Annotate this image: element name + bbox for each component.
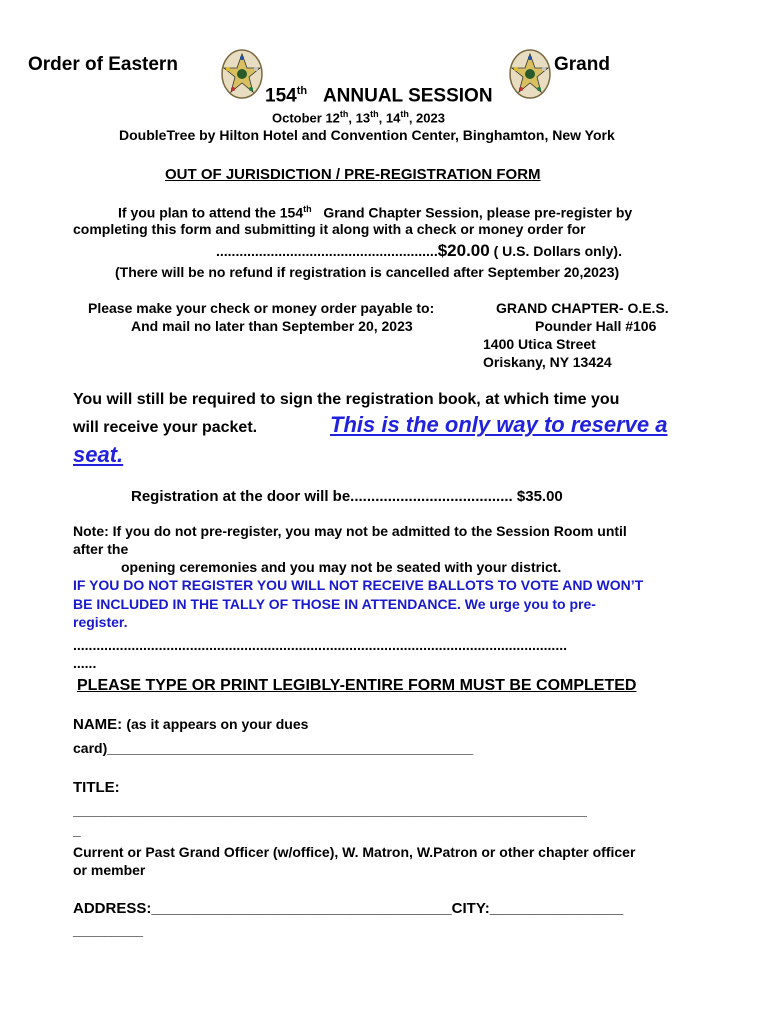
door-registration: Registration at the door will be....................................... $35.00 (131, 488, 563, 505)
session-number: 154 (265, 85, 297, 107)
session-label: ANNUAL SESSION (322, 85, 493, 107)
note-line-2: after the (73, 541, 129, 557)
sign-line-1: You will still be required to sign the registration book, at which time you (73, 391, 620, 408)
intro-line-1 (118, 204, 632, 221)
fee-amount: $20.00 (437, 241, 490, 260)
intro-line-2: completing this form and submitting it along with a check or money order for (73, 221, 586, 237)
intro-text: If you plan to attend the 154 (118, 204, 304, 221)
refund-note: (There will be no refund if registration is cancelled after September 20,2023) (115, 264, 620, 280)
intro-sup: th (303, 204, 312, 214)
warning-line-2: BE INCLUDED IN THE TALLY OF THOSE IN ATTENDANCE. We urge you to pre- (73, 596, 596, 612)
eastern-star-emblem-icon (508, 48, 552, 100)
reserve-note-cont: seat. (73, 442, 124, 467)
date-text: 13 (355, 110, 371, 126)
fee-note: ( U.S. Dollars only). (493, 243, 622, 259)
payable-line: Please make your check or money order payable to: (88, 300, 435, 316)
venue: DoubleTree by Hilton Hotel and Convention Center, Binghamton, New York (119, 127, 615, 143)
mail-address-line-3: 1400 Utica Street (483, 336, 596, 352)
title-input-line[interactable]: __________________________________________________________________ (73, 802, 587, 818)
title-input-line-cont[interactable]: _ (73, 822, 81, 838)
fee-line (216, 241, 622, 261)
intro-text: Grand Chapter Session, please pre-register by (323, 204, 633, 221)
warning-line-1: IF YOU DO NOT REGISTER YOU WILL NOT RECEIVE BALLOTS TO VOTE AND WON’T (73, 577, 644, 593)
name-field[interactable] (73, 716, 308, 733)
mail-deadline: And mail no later than September 20, 2023 (131, 318, 413, 334)
title-hint-1: Current or Past Grand Officer (w/office), W. Matron, W.Patron or other chapter officer (73, 844, 636, 860)
title-label: TITLE: (73, 779, 120, 796)
name-hint: (as it appears on your dues (126, 716, 309, 732)
org-title-right: Grand (554, 54, 610, 75)
date-sup: th (370, 109, 379, 119)
fee-dots: ......................................................... (216, 243, 438, 259)
session-suffix: th (296, 85, 308, 97)
warning-line-3: register. (73, 614, 128, 630)
note-line-3: opening ceremonies and you may not be seated with your district. (121, 559, 562, 575)
date-text: 14 (385, 110, 401, 126)
sign-line-2: will receive your packet. (73, 419, 258, 436)
address-city-field[interactable]: ADDRESS:____________________________________CITY:________________ (73, 900, 624, 917)
date-sup: th (400, 109, 409, 119)
name-input-line[interactable]: card)_______________________________________________ (73, 740, 474, 756)
print-heading: PLEASE TYPE OR PRINT LEGIBLY-ENTIRE FORM MUST BE COMPLETED (77, 677, 637, 694)
reserve-note: This is the only way to reserve a (330, 412, 668, 437)
session-dates: October 12th, 13th, 14th, 2023 (272, 109, 445, 126)
cut-line-cont: ...... (73, 655, 97, 671)
note-line-1: Note: If you do not pre-register, you may not be admitted to the Session Room until (73, 523, 627, 539)
cut-line: ............................................................................................................................... (73, 637, 567, 653)
address-city-field-cont[interactable]: _________ (73, 922, 144, 938)
mail-address-line-1: GRAND CHAPTER- O.E.S. (496, 300, 669, 316)
date-text: , 2023 (408, 110, 445, 126)
date-sup: th (339, 109, 349, 119)
mail-address-line-4: Oriskany, NY 13424 (483, 354, 612, 370)
session-title (265, 85, 493, 107)
form-heading: OUT OF JURISDICTION / PRE-REGISTRATION FORM (165, 166, 541, 183)
mail-address-line-2: Pounder Hall #106 (535, 318, 657, 334)
org-title-left: Order of Eastern (28, 54, 178, 75)
title-hint-2: or member (73, 862, 146, 878)
name-label: NAME: (73, 716, 123, 733)
date-text: October 12 (272, 110, 340, 126)
eastern-star-emblem-icon (220, 48, 264, 100)
